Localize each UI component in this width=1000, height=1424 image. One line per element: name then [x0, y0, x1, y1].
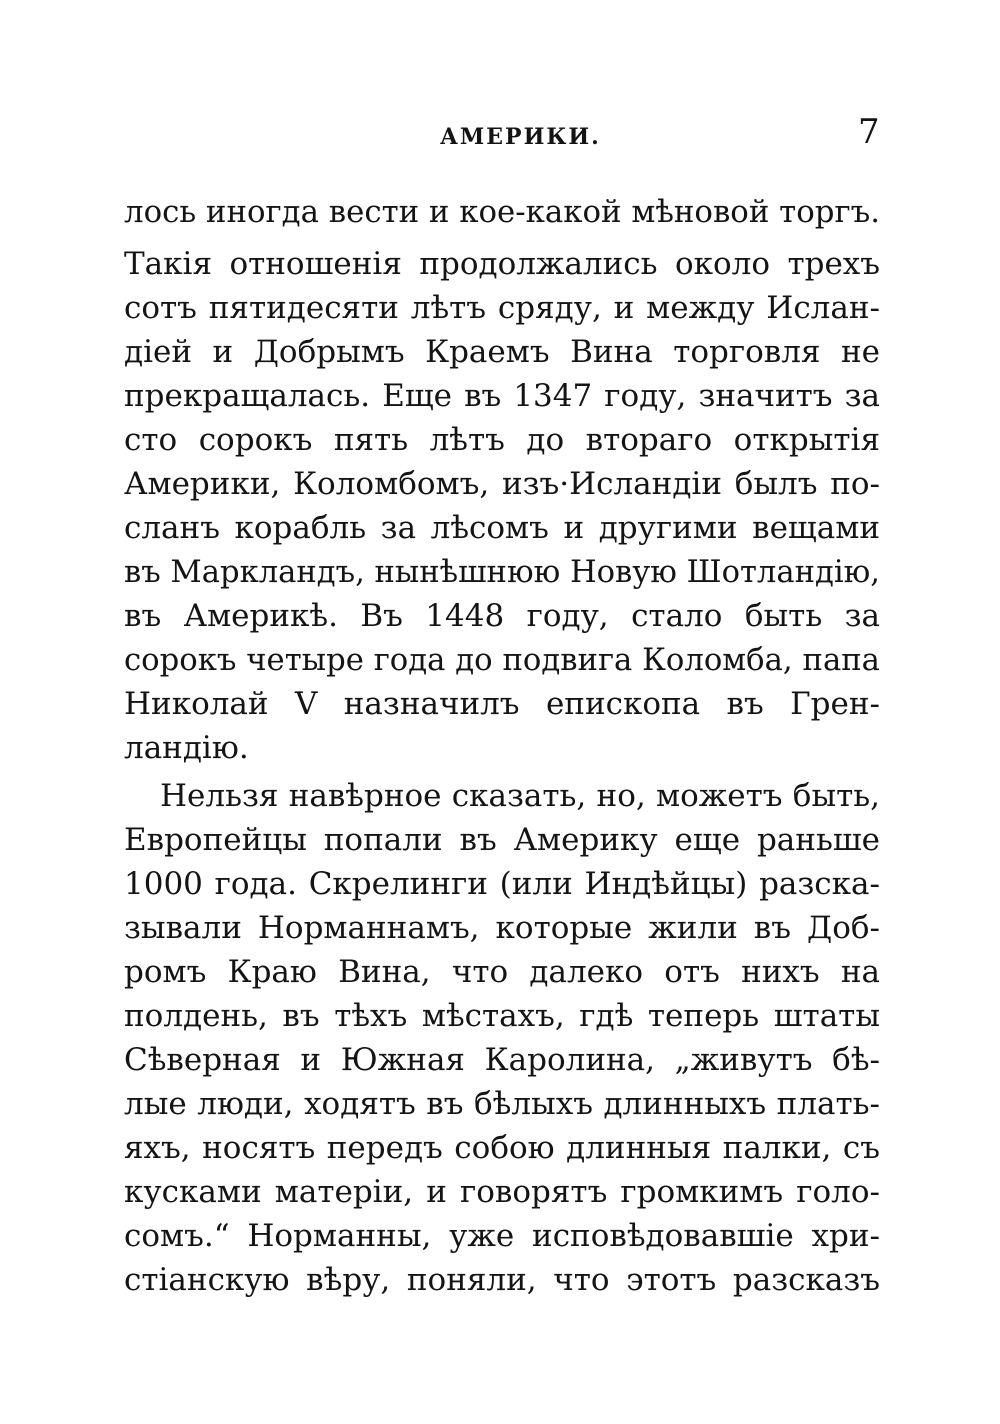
- text-line: Нельзя навѣрное сказать, но, можетъ быть,: [160, 778, 880, 814]
- page-number: 7: [858, 112, 880, 152]
- text-line: Европейцы попали въ Америку еще раньше: [124, 822, 880, 858]
- text-line: Сѣверная и Южная Каролина, „живутъ бѣ-: [124, 1042, 880, 1078]
- text-line: 1000 года. Скрелинги (или Индѣйцы) разска-: [124, 866, 880, 902]
- text-line: зывали Норманнамъ, которые жили въ Доб-: [124, 910, 880, 946]
- text-line: Америки, Коломбомъ, изъ·Исландіи былъ по-: [124, 466, 880, 502]
- text-line: сомъ.“ Норманны, уже исповѣдовавшіе хри-: [124, 1218, 880, 1254]
- running-title: АМЕРИКИ.: [440, 124, 601, 150]
- text-line: стіанскую вѣру, поняли, что этотъ разсказъ: [124, 1262, 880, 1298]
- text-line: лось иногда вести и кое-какой мѣновой торгъ.: [124, 194, 880, 230]
- text-line: сорокъ четыре года до подвига Коломба, папа: [124, 642, 880, 678]
- text-line: прекращалась. Еще въ 1347 году, значитъ за: [124, 378, 880, 414]
- text-line: Николай V назначилъ епископа въ Грен-: [124, 686, 880, 722]
- text-line: ландію.: [124, 730, 249, 766]
- text-line: ромъ Краю Вина, что далеко отъ нихъ на: [124, 954, 880, 990]
- text-line: діей и Добрымъ Краемъ Вина торговля не: [124, 334, 880, 370]
- text-line: Такія отношенія продолжались около трехъ: [124, 246, 880, 282]
- text-line: сланъ корабль за лѣсомъ и другими вещами: [124, 510, 880, 546]
- text-line: кусками матеріи, и говорятъ громкимъ голо-: [124, 1174, 880, 1210]
- text-line: сто сорокъ пять лѣтъ до втораго открытія: [124, 422, 880, 458]
- text-line: полдень, въ тѣхъ мѣстахъ, гдѣ теперь штаты: [124, 998, 880, 1034]
- text-line: въ Маркландъ, нынѣшнюю Новую Шотландію,: [124, 554, 880, 590]
- text-line: яхъ, носятъ передъ собою длинныя палки, съ: [124, 1130, 880, 1166]
- text-line: лые люди, ходятъ въ бѣлыхъ длинныхъ плать-: [124, 1086, 880, 1122]
- text-line: въ Америкѣ. Въ 1448 году, стало быть за: [124, 598, 880, 634]
- text-line: сотъ пятидесяти лѣтъ сряду, и между Ислан-: [124, 290, 880, 326]
